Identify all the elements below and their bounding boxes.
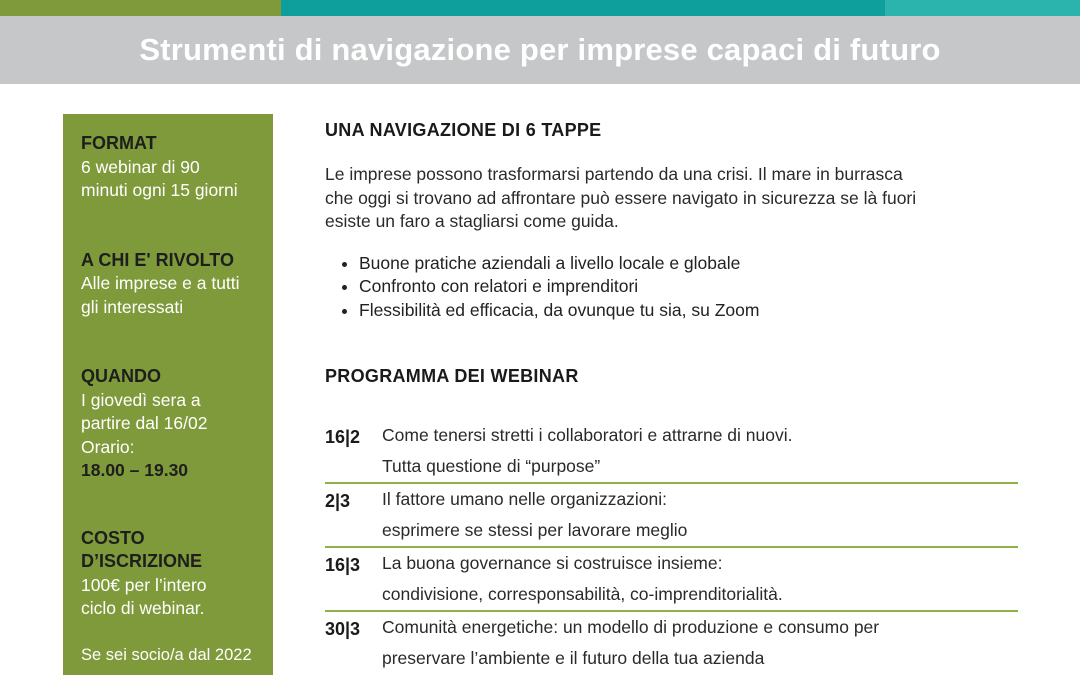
when-text-line: partire dal 16/02 [81, 413, 208, 433]
strip-green-segment [0, 0, 281, 16]
intro-line: esiste un faro a stagliarsi come guida. [325, 211, 619, 231]
title-banner [0, 16, 1080, 84]
format-block [81, 132, 273, 203]
strip-light-teal-segment [885, 0, 1080, 16]
schedule-line: Comunità energetiche: un modello di produzione e consumo per [382, 617, 880, 637]
schedule-description [382, 420, 1018, 482]
feature-list-item: • Flessibilità ed efficacia, da ovunque tu sia, su Zoom [359, 299, 1025, 323]
audience-block [81, 249, 273, 320]
format-text-line: 6 webinar di 90 [81, 156, 200, 177]
intro-line: Le imprese possono trasformarsi partendo da una crisi. Il mare in burrasca [325, 164, 903, 184]
cost-heading: D’ISCRIZIONE [81, 551, 203, 571]
schedule-description [382, 548, 1018, 610]
schedule-date: 2|3 [325, 491, 351, 511]
schedule-row [325, 548, 1018, 612]
intro-paragraph [325, 163, 1005, 234]
schedule-row [325, 420, 1018, 484]
schedule-line: Come tenersi stretti i collaboratori e attrarne di nuovi. [382, 425, 793, 445]
feature-list [325, 252, 1025, 323]
when-text-line: Orario: [81, 436, 135, 457]
feature-list-item: • Buone pratiche aziendali a livello locale e globale [359, 252, 1025, 276]
feature-list-item: • Confronto con relatori e imprenditori [359, 275, 1025, 299]
when-block [81, 365, 273, 483]
schedule-line: Tutta questione di “purpose” [382, 456, 601, 476]
schedule-date: 30|3 [325, 619, 361, 639]
audience-text-line: gli interessati [81, 296, 184, 317]
cost-text-line: ciclo di webinar. [81, 598, 205, 618]
strip-teal-segment [281, 0, 885, 16]
schedule-row [325, 484, 1018, 548]
when-text-line: I giovedì sera a [81, 389, 201, 410]
schedule-row [325, 612, 1018, 674]
intro-line: che oggi si trovano ad affrontare può essere navigato in sicurezza se là fuori [325, 187, 917, 208]
cost-heading: COSTO [81, 527, 145, 548]
section-heading: UNA NAVIGAZIONE DI 6 TAPPE [325, 120, 602, 140]
section-heading: PROGRAMMA DEI WEBINAR [325, 366, 579, 386]
top-color-strip [0, 0, 1080, 16]
when-time: 18.00 – 19.30 [81, 460, 189, 480]
cost-block [81, 527, 273, 668]
when-heading: QUANDO [81, 366, 161, 386]
format-heading: FORMAT [81, 133, 157, 153]
info-sidebar [63, 114, 273, 675]
schedule-line: preservare l’ambiente e il futuro della tua azienda [382, 648, 765, 668]
main-content [325, 120, 1025, 674]
schedule-description [382, 484, 1018, 546]
audience-heading: A CHI E' RIVOLTO [81, 249, 234, 270]
schedule-line: Il fattore umano nelle organizzazioni: [382, 489, 668, 509]
format-text-line: minuti ogni 15 giorni [81, 180, 238, 200]
audience-text-line: Alle imprese e a tutti [81, 273, 240, 293]
schedule-line: esprimere se stessi per lavorare meglio [382, 520, 688, 540]
schedule-line: La buona governance si costruisce insieme: [382, 553, 723, 573]
webinar-schedule [325, 420, 1018, 674]
page-title: Strumenti di navigazione per imprese capaci di futuro [139, 32, 941, 67]
cost-note: Se sei socio/a dal 2022 [81, 645, 252, 664]
cost-text-line: 100€ per l’intero [81, 574, 207, 595]
schedule-line: condivisione, corresponsabilità, co-imprenditorialità. [382, 584, 783, 604]
schedule-date: 16|2 [325, 427, 361, 447]
schedule-date: 16|3 [325, 555, 361, 575]
schedule-description [382, 612, 1018, 674]
